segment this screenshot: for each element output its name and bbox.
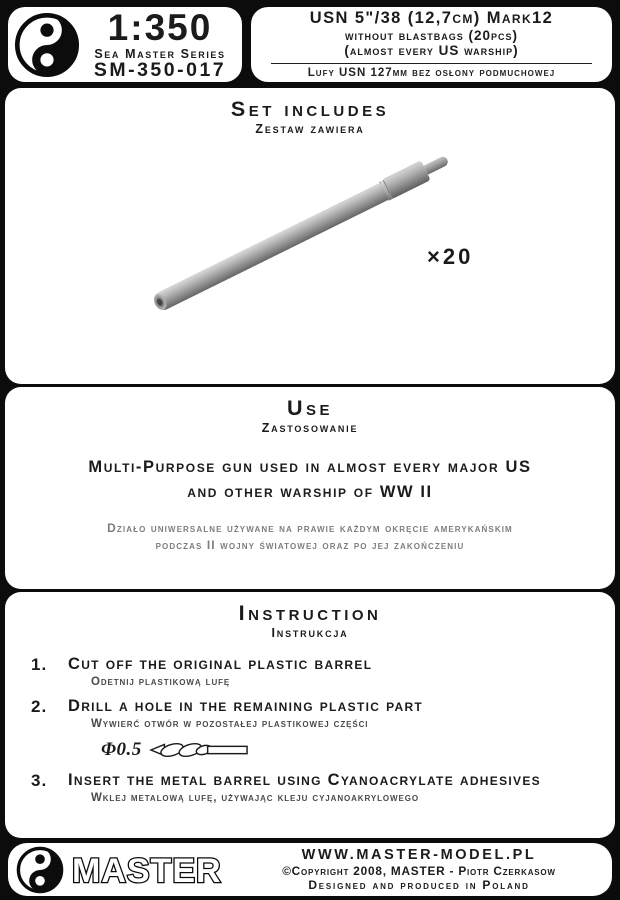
svg-text:MASTER: MASTER bbox=[72, 851, 222, 890]
master-logo-icon bbox=[14, 12, 80, 78]
use-subtitle: Zastosowanie bbox=[261, 421, 359, 435]
title-divider bbox=[271, 63, 592, 64]
instruction-step-3 bbox=[31, 771, 601, 804]
product-title-line1: USN 5"/38 (12,7cm) Mark12 bbox=[309, 8, 554, 27]
use-title: Use bbox=[286, 396, 334, 420]
footer-box bbox=[8, 843, 612, 896]
instruction-steps bbox=[31, 655, 601, 804]
product-title-box bbox=[251, 7, 612, 82]
instruction-subtitle: Instrukcja bbox=[271, 626, 349, 640]
step-text-polish: Wklej metalową lufę, używając kleju cyjanoakrylowego bbox=[91, 792, 419, 804]
step-text: Cut off the original plastic barrel bbox=[68, 655, 373, 673]
section-set-includes bbox=[5, 88, 615, 384]
drill-bit-icon bbox=[149, 741, 249, 759]
instruction-step-2 bbox=[31, 697, 601, 730]
step-number: 2. bbox=[31, 697, 48, 716]
origin-line: Designed and produced in Poland bbox=[308, 878, 530, 893]
barrel-tube bbox=[151, 182, 389, 312]
copyright-line: ©Copyright 2008, MASTER - Piotr Czerkasow bbox=[282, 863, 556, 878]
step-text: Insert the metal barrel using Cyanoacrylate adhesives bbox=[68, 771, 541, 789]
step-text-polish: Odetnij plastikową lufę bbox=[91, 676, 231, 688]
step-number: 1. bbox=[31, 655, 48, 674]
set-includes-subtitle: Zestaw zawiera bbox=[255, 122, 365, 136]
brand-box bbox=[8, 7, 242, 82]
product-title-polish: Lufy USN 127mm bez osłony podmuchowej bbox=[307, 66, 556, 79]
step-number: 3. bbox=[31, 771, 48, 790]
use-description-polish bbox=[5, 520, 615, 555]
master-wordmark bbox=[68, 848, 238, 892]
brand-text bbox=[84, 6, 236, 81]
master-logo-icon bbox=[16, 846, 64, 894]
product-title-line2: without blastbags (20pcs) bbox=[344, 27, 518, 43]
section-instruction bbox=[5, 592, 615, 838]
drill-diameter-label: Φ0.5 bbox=[101, 739, 142, 760]
barrel-mount-pin bbox=[424, 155, 450, 175]
sheet-body bbox=[0, 88, 620, 838]
set-includes-title: Set includes bbox=[230, 97, 390, 121]
gun-barrel-image bbox=[150, 150, 452, 314]
use-description-polish-line2: podczas II wojny światowej oraz po jej zakończeniu bbox=[155, 537, 465, 552]
header bbox=[0, 0, 620, 88]
website-url: WWW.MASTER-MODEL.PL bbox=[301, 846, 537, 863]
footer-text bbox=[242, 846, 596, 894]
use-description-line1: Multi-Purpose gun used in almost every major US bbox=[88, 458, 532, 476]
drill-diagram bbox=[101, 739, 601, 761]
barrel-render bbox=[5, 88, 615, 384]
step-text-polish: Wywierć otwór w pozostałej plastikowej części bbox=[91, 718, 369, 730]
series-label: Sea Master Series bbox=[94, 46, 226, 61]
use-description-line2: and other warship of WW II bbox=[187, 482, 433, 501]
product-title-line3: (almost every US warship) bbox=[344, 43, 519, 59]
instruction-step-1 bbox=[31, 655, 601, 688]
quantity-label: ×20 bbox=[427, 244, 474, 269]
scale-label: 1:350 bbox=[107, 6, 213, 48]
product-code: SM-350-017 bbox=[93, 59, 227, 81]
step-text: Drill a hole in the remaining plastic part bbox=[68, 697, 424, 715]
section-use bbox=[5, 387, 615, 589]
instruction-title: Instruction bbox=[238, 601, 382, 625]
use-description-polish-line1: Działo uniwersalne używane na prawie każdym okręcie amerykańskim bbox=[107, 520, 513, 535]
footer bbox=[0, 838, 620, 900]
use-description bbox=[5, 455, 615, 505]
